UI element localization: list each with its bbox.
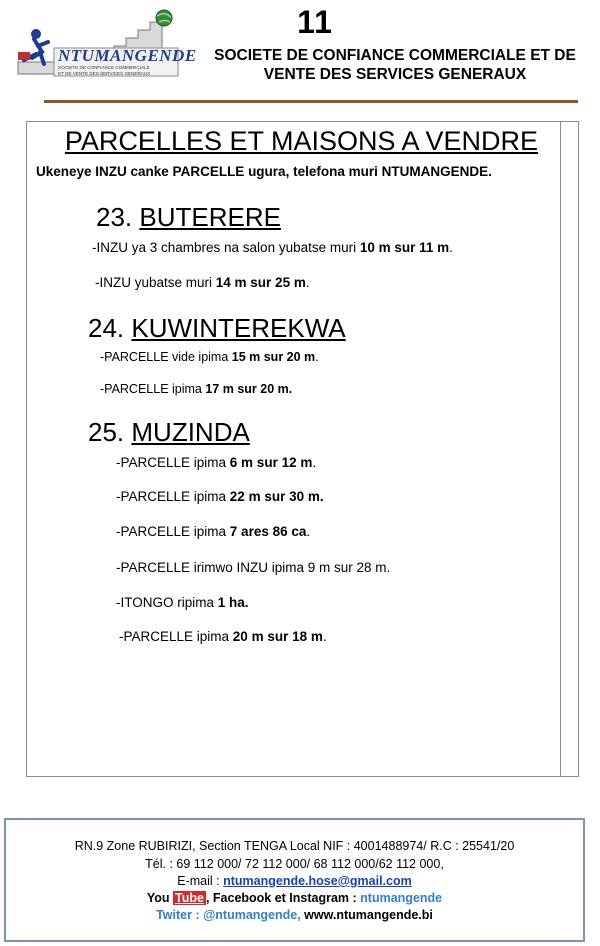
section-heading (88, 313, 346, 344)
list-item: -PARCELLE ipima 17 m sur 20 m. (100, 382, 293, 396)
twitter-handle[interactable]: Twiter : @ntumangende, (156, 908, 301, 922)
document-title: PARCELLES ET MAISONS A VENDRE (64, 126, 539, 156)
logo-brand-text: NTUMANGENDE (58, 46, 197, 65)
logo-subtitle-1: SOCIETE DE CONFIANCE COMMERCIALE (58, 65, 150, 70)
footer-address: RN.9 Zone RUBIRIZI, Section TENGA Local NIF : 4001488974/ R.C : 25541/20 (74, 839, 515, 853)
youtube-tube-badge[interactable]: Tube (175, 891, 204, 905)
page-number: 11 (297, 4, 333, 40)
email-label: E-mail : (177, 874, 224, 888)
company-name (200, 46, 590, 84)
list-item: -PARCELLE ipima 22 m sur 30 m. (116, 489, 324, 504)
section-name: MUZINDA (131, 417, 250, 447)
section-name: KUWINTEREKWA (131, 313, 346, 343)
email-link[interactable]: ntumangende.hose@gmail.com (223, 874, 412, 888)
header-divider (44, 100, 578, 103)
social-handle[interactable]: ntumangende (360, 891, 443, 905)
logo-subtitle-2: ET DE VENTE DES SERVICES GENERAUX (58, 71, 151, 76)
list-item: -PARCELLE vide ipima 15 m sur 20 m. (100, 350, 319, 364)
footer-web-line (4, 908, 585, 922)
section-heading (88, 417, 250, 448)
footer-social-line (4, 891, 585, 905)
section-number: 25. (88, 417, 125, 447)
list-item: -PARCELLE ipima 20 m sur 18 m. (119, 629, 327, 644)
list-item: -INZU ya 3 chambres na salon yubatse muri 10 m sur 11 m. (92, 240, 453, 255)
section-number: 24. (88, 313, 125, 343)
list-item: -INZU yubatse muri 14 m sur 25 m. (95, 275, 310, 290)
social-text: , Facebook et Instagram : (205, 891, 361, 905)
list-item: -PARCELLE ipima 7 ares 86 ca. (116, 524, 311, 539)
section-name: BUTERERE (139, 202, 281, 232)
company-name-line1: SOCIETE DE CONFIANCE COMMERCIALE ET DE (214, 47, 576, 64)
company-name-line2: VENTE DES SERVICES GENERAUX (263, 66, 527, 83)
website-link[interactable]: www.ntumangende.bi (300, 908, 433, 922)
footer-phones: Tél. : 69 112 000/ 72 112 000/ 68 112 000/62 112 000, (145, 857, 444, 871)
youtube-you: You (146, 891, 174, 905)
section-number: 23. (96, 202, 133, 232)
section-heading (96, 202, 281, 233)
footer-email-line (4, 874, 585, 888)
list-item: -PARCELLE ipima 6 m sur 12 m. (116, 455, 317, 470)
intro-text: Ukeneye INZU canke PARCELLE ugura, telefona muri NTUMANGENDE. (36, 164, 492, 179)
content-frame-inner-border (560, 121, 561, 776)
list-item: -PARCELLE irimwo INZU ipima 9 m sur 28 m. (116, 560, 391, 575)
list-item: -ITONGO ripima 1 ha. (116, 595, 249, 610)
